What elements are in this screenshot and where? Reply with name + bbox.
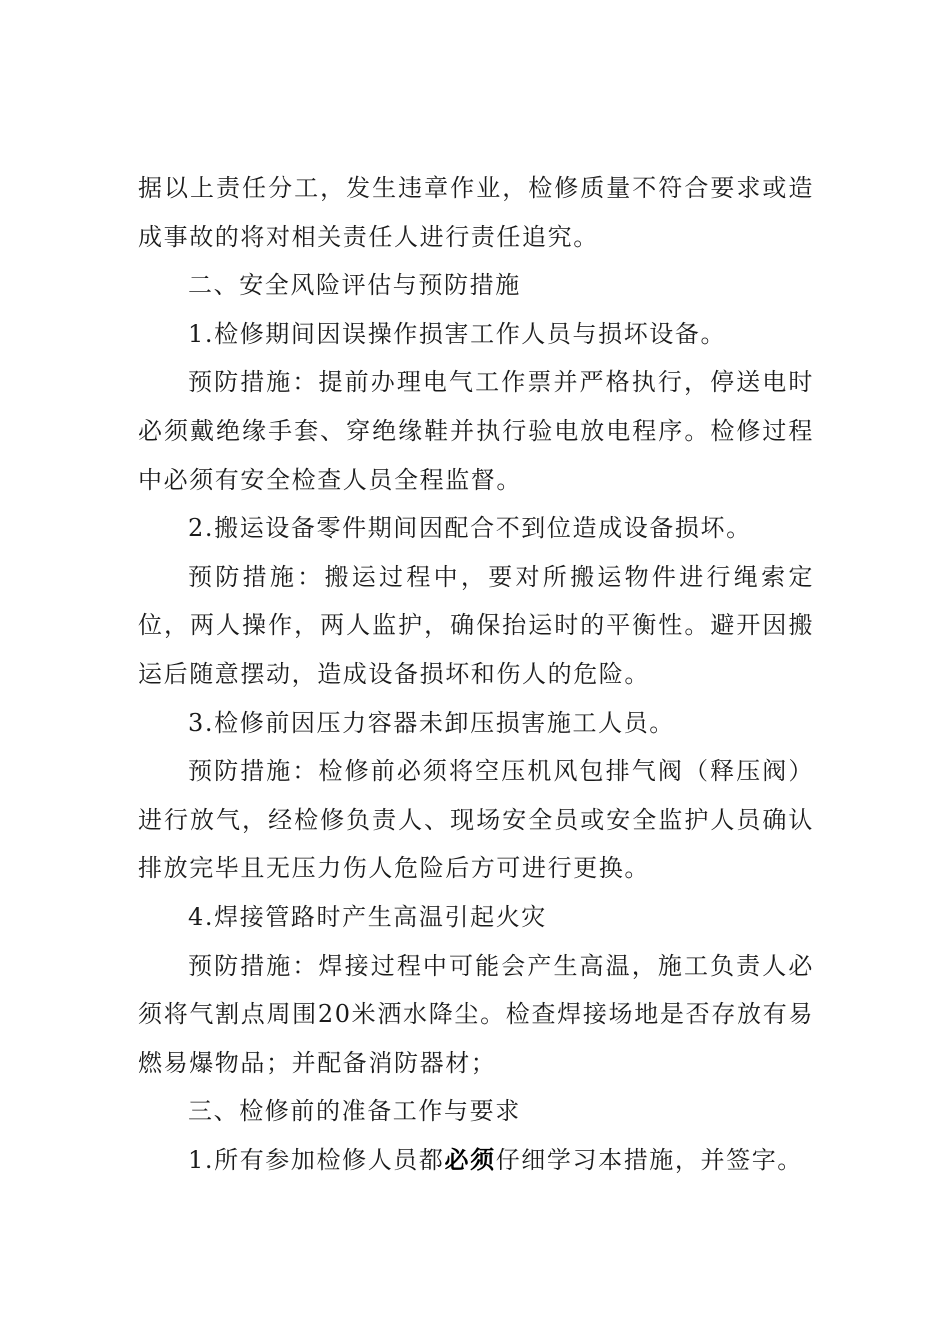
preparation-item-1 — [138, 1136, 814, 1185]
prevention-measure-1: 预防措施：提前办理电气工作票并严格执行，停送电时必须戴绝缘手套、穿绝缘鞋并执行验电放电程序。检修过程中必须有安全检查人员全程监督。 — [138, 368, 814, 494]
emphasis-text: 必须 — [444, 1144, 496, 1174]
risk-item-2: 2.搬运设备零件期间因配合不到位造成设备损坏。 — [188, 514, 752, 543]
heading-preparation: 三、检修前的准备工作与要求 — [188, 1097, 521, 1126]
paragraph-responsibility: 据以上责任分工，发生违章作业，检修质量不符合要求或造成事故的将对相关责任人进行责任追究。 — [138, 174, 814, 251]
risk-item-4: 4.焊接管路时产生高温引起火灾 — [188, 902, 547, 931]
prevention-measure-3: 预防措施：检修前必须将空压机风包排气阀（释压阀）进行放气，经检修负责人、现场安全员或安全监护人员确认排放完毕且无压力伤人危险后方可进行更换。 — [138, 757, 814, 883]
prevention-measure-4: 预防措施：焊接过程中可能会产生高温，施工负责人必须将气割点周围20米洒水降尘。检查焊接场地是否存放有易燃易爆物品；并配备消防器材； — [138, 951, 814, 1077]
preparation-item-1-end: 仔细学习本措施，并签字。 — [495, 1145, 803, 1174]
risk-item-3: 3.检修前因压力容器未卸压损害施工人员。 — [188, 708, 675, 737]
document-body — [138, 164, 814, 1184]
preparation-item-1-start: 1.所有参加检修人员都 — [188, 1145, 445, 1174]
prevention-measure-2: 预防措施：搬运过程中，要对所搬运物件进行绳索定位，两人操作，两人监护，确保抬运时的平衡性。避开因搬运后随意摆动，造成设备损坏和伤人的危险。 — [138, 562, 814, 688]
heading-risk-assessment: 二、安全风险评估与预防措施 — [188, 271, 521, 300]
risk-item-1: 1.检修期间因误操作损害工作人员与损坏设备。 — [188, 319, 727, 348]
